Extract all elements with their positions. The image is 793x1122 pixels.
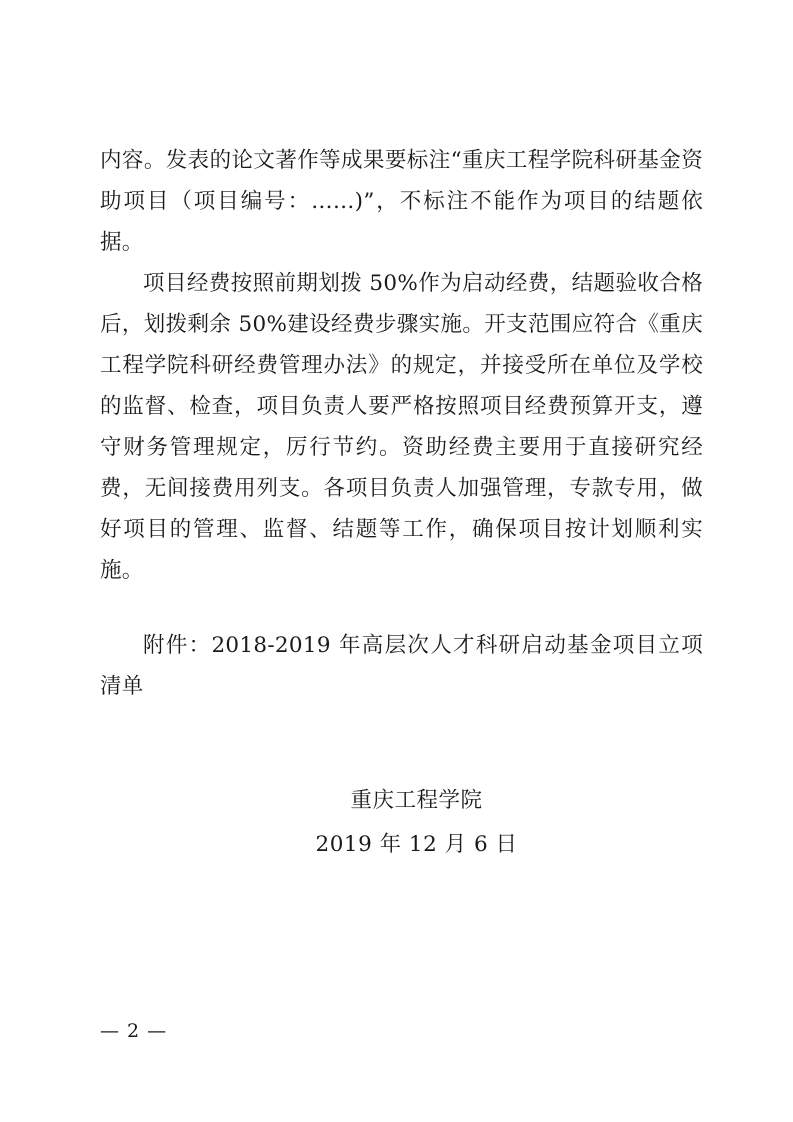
signature-date: 2019 年 12 月 6 日 [315,832,518,857]
signature-block [100,779,703,867]
page-number: — 2 — [100,1020,168,1042]
signature-organization: 重庆工程学院 [350,788,483,813]
attachment-line: 附件：2018-2019 年高层次人才科研启动基金项目立项清单 [100,633,703,699]
paragraph-1: 内容。发表的论文著作等成果要标注“重庆工程学院科研基金资助项目（项目编号：……)”，不标注不能作为项目的结题依据。 [100,148,703,255]
document-body [100,140,703,867]
paragraph-2: 项目经费按照前期划拨 50%作为启动经费，结题验收合格后，划拨剩余 50%建设经费步骤实施。开支范围应符合《重庆工程学院科研经费管理办法》的规定，并接受所在单位及学校的监督、检查，项目负责人要严格按照项目经费预算开支，遵守财务管理规定，厉行节约。资助经费主要用于直接研究经费，无间接费用列支。各项目负责人加强管理，专款专用，做好项目的管理、监督、结题等工作，确保项目按计划顺利实施。 [100,271,703,583]
